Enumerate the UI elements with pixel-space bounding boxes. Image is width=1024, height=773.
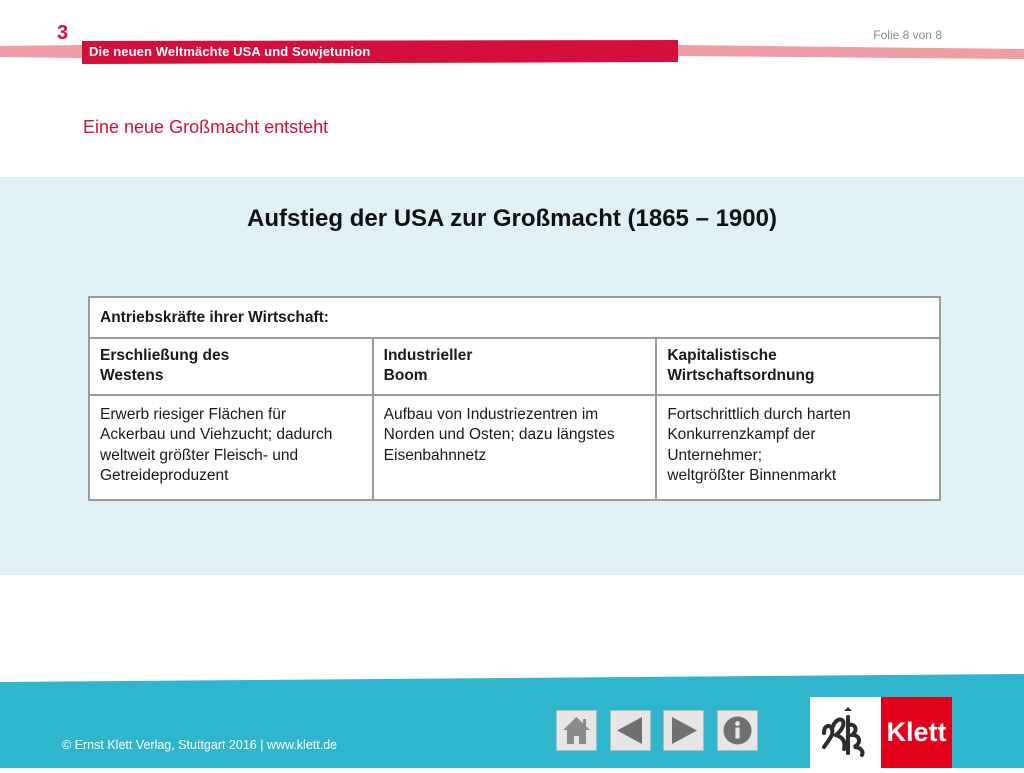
table-body-row (89, 395, 940, 500)
table-caption-row (89, 297, 940, 338)
home-button[interactable] (556, 710, 597, 751)
column-heading (656, 338, 940, 395)
chapter-title: Die neuen Weltmächte USA und Sowjetunion (89, 44, 371, 59)
previous-button[interactable] (610, 710, 651, 751)
next-button[interactable] (663, 710, 704, 751)
column-text (373, 395, 657, 500)
table-caption: Antriebskräfte ihrer Wirtschaft: (89, 297, 940, 338)
panel-title: Aufstieg der USA zur Großmacht (1865 – 1900) (247, 205, 777, 232)
heading-line: Boom (383, 367, 428, 384)
text-line: weltweit größter Fleisch- und (100, 446, 299, 464)
heading-line: Kapitalistische (667, 346, 777, 364)
slide-subtitle: Eine neue Großmacht entsteht (83, 117, 329, 137)
slide-counter: Folie 8 von 8 (873, 28, 942, 42)
column-heading (373, 338, 657, 395)
logo-wordmark: Klett (881, 697, 952, 768)
info-button[interactable] (717, 710, 758, 751)
text-line: Eisenbahnnetz (383, 446, 487, 464)
logo-emblem-tile (810, 697, 881, 768)
klett-emblem-icon (810, 697, 881, 768)
text-line: Konkurrenzkampf der (667, 426, 816, 443)
home-icon (557, 711, 596, 750)
text-line: Ackerbau und Viehzucht; dadurch (100, 426, 333, 443)
heading-line: Wirtschaftsordnung (667, 367, 815, 384)
chapter-number: 3 (57, 22, 69, 44)
klett-logo[interactable] (810, 697, 952, 768)
heading-line: Erschließung des (100, 346, 230, 364)
next-icon (664, 711, 703, 750)
heading-line: Westens (100, 367, 164, 384)
text-line: Fortschrittlich durch harten (667, 405, 851, 423)
text-line: Getreideproduzent (100, 467, 229, 484)
text-line: Unternehmer; (667, 446, 763, 464)
economy-table (88, 296, 941, 501)
text-line: Aufbau von Industriezentren im (383, 405, 599, 423)
info-icon (718, 711, 757, 750)
table-header-row (89, 338, 940, 395)
column-heading (89, 338, 373, 395)
column-text (89, 395, 373, 500)
text-line: Erwerb riesiger Flächen für (100, 405, 287, 423)
text-line: weltgrößter Binnenmarkt (667, 467, 837, 484)
text-line: Norden und Osten; dazu längstes (383, 426, 615, 443)
copyright: © Ernst Klett Verlag, Stuttgart 2016 | www.klett.de (62, 738, 338, 752)
previous-icon (611, 711, 650, 750)
column-text (656, 395, 940, 500)
heading-line: Industrieller (383, 346, 473, 364)
